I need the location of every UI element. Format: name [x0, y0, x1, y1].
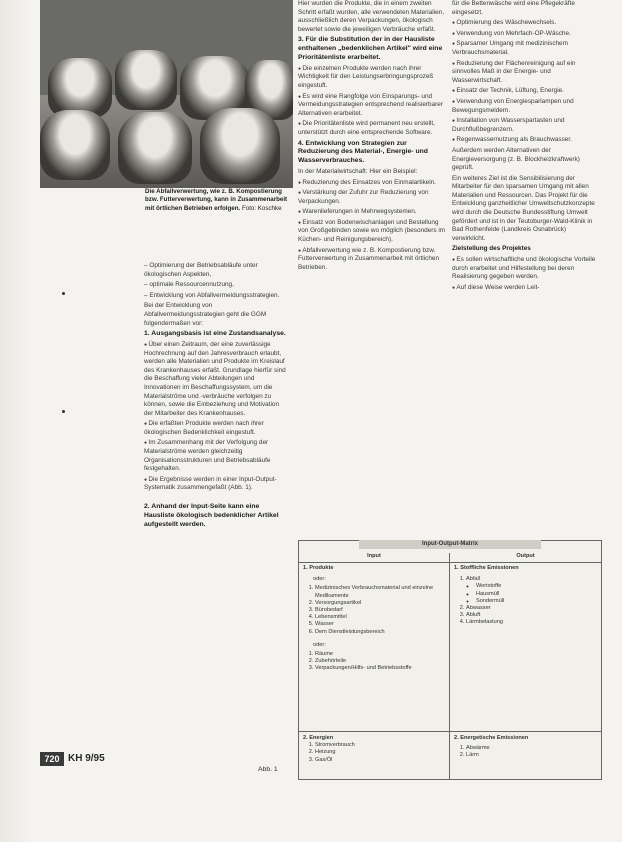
bullet: ● Einsatz der Technik, Lüftung, Energie.	[452, 87, 600, 96]
list-item: 1. Stromverbrauch	[315, 742, 445, 749]
jar	[200, 108, 280, 184]
list-item: 2. Lärm	[466, 752, 597, 759]
list-item-label: Abfall	[466, 576, 480, 583]
input-header: Input	[299, 553, 449, 563]
output-cell-1	[454, 565, 597, 627]
column-1	[144, 262, 290, 531]
binding-edge	[0, 0, 30, 842]
dash-item: – optimale Ressourcennutzung,	[144, 281, 290, 290]
paragraph: Bei der Entwicklung von Abfallvermeidungsstrategien geht die GGM folgendermaßen vor:	[144, 302, 267, 327]
cell-heading: 2. Energien	[303, 735, 334, 741]
list-item: 6. Dem Dienstleistungsbereich	[315, 629, 445, 636]
list-item: 3. Bürobedarf	[315, 607, 445, 614]
list-item: 3. Gas/Öl	[315, 757, 445, 764]
paragraph: Hier wurden die Produkte, die in einem zweiten Schritt erfaßt wurden, alle verwendeten Materialien, ausschließlich deren Verpackungen, ökologisch bewertet sowie die jeweiligen Verbräuche erfaßt.	[298, 0, 444, 33]
list-item: 5. Wasser	[315, 621, 445, 628]
list-item: 3. Abluft	[466, 612, 597, 619]
bullet: ● Die erfaßten Produkte werden nach ihrer ökologischen Bedenklichkeit eingestuft.	[144, 420, 290, 437]
jar	[48, 58, 112, 118]
paragraph: Ein weiteres Ziel ist die Sensibilisierung der Mitarbeiter für den sparsamen Umgang mit allen Materialien und Ressourcen. Das Projekt für die Entwicklung ganzheitlicher Umweltschutzkonzepte wird durch die Deutsche Bundesstiftung Umwelt gefördert und ist in der Teutoburger-Wald-Klinik in Bad Rothenfelde (Landkreis Osnabrück) verwirklicht.	[452, 174, 595, 242]
bullet: ● Auf diese Weise werden Leit-	[452, 284, 600, 293]
list-item: 2. Versorgungsartikel	[315, 600, 445, 607]
section-heading: Zielstellung des Projektes	[452, 245, 531, 253]
column-divider	[449, 553, 450, 779]
paragraph: In der Materialwirtschaft: Hier ein Beispiel:	[298, 167, 418, 175]
list-item: ◦ Hausmüll	[476, 591, 597, 598]
list-item: ◦ Sondermüll	[476, 598, 597, 605]
bullet: ● Es sollen wirtschaftliche und ökologische Vorteile durch erarbeitet und Hilfestellung bei deren Realisierung gegeben werden.	[452, 256, 600, 282]
caption-credit: Foto: Koschke	[241, 204, 282, 212]
bullet: ● Einsatz von Bodenwischanlagen und Bestellung von Großgebinden sowie wo möglich (besonders im Küchen- und Reinigungsbereich).	[298, 219, 446, 245]
bullet: ● Optimierung des Wäschewechsels.	[452, 19, 600, 28]
paragraph: für die Bettenwäsche wird eine Pflegekräfte eingesetzt.	[452, 0, 575, 16]
table-title: Input-Output-Matrix	[359, 540, 541, 549]
list-item: 1. Medizinisches Verbrauchsmaterial und einzelne Medikamente	[315, 585, 445, 599]
photo-caption	[145, 188, 295, 213]
list-item: 2. Abwasser	[466, 605, 597, 612]
input-cell-1	[303, 565, 445, 673]
column-3	[452, 0, 600, 294]
output-list	[454, 576, 597, 626]
list-item: ◦ Wertstoffe	[476, 583, 597, 590]
bullet: ● Reduzierung des Einsatzes von Einmalartikeln.	[298, 179, 446, 188]
binding-hole	[62, 410, 65, 413]
bullet: ● Installation von Wasserspartasten und Durchflußbegrenzern.	[452, 117, 600, 134]
output-cell-2	[454, 735, 597, 760]
dash-item: – Entwicklung von Abfallvermeidungsstrategien.	[144, 292, 290, 301]
bullet: ● Verwendung von Mehrfach-OP-Wäsche.	[452, 30, 600, 39]
input-output-table	[298, 540, 602, 780]
bullet: ● Regenwassernutzung als Brauchwasser.	[452, 136, 600, 145]
section-heading: 3. Für die Substitution der in der Hausliste enthaltenen „bedenklichen Artikel" wird eine Prioritätenliste erarbeitet.	[298, 36, 443, 61]
output-list	[454, 745, 597, 759]
bullet: ● Es wird eine Rangfolge von Einsparungs- und Vermeidungsstrategien entsprechend realisierbarer Alternativen erarbeitet.	[298, 93, 446, 119]
bullet: ● Abfallverwertung wie z. B. Kompostierung bzw. Futterverwertung in Zusammenarbeit mit örtlichen Betrieben.	[298, 247, 446, 273]
cell-subheading: oder:	[313, 641, 326, 648]
input-list	[303, 651, 445, 673]
input-cell-2	[303, 735, 445, 764]
cell-heading: 1. Stoffliche Emissionen	[454, 565, 519, 571]
column-2	[298, 0, 446, 274]
paragraph: Außerdem werden Alternativen der Energieversorgung (z. B. Blockheizkraftwerk) geprüft.	[452, 146, 580, 172]
bullet: ● Sparsamer Umgang mit medizinischem Verbrauchsmaterial.	[452, 40, 600, 57]
bullet: ● Reduzierung der Flächenreinigung auf ein sinnvolles Maß in der Energie- und Wasserwirtschaft.	[452, 60, 600, 86]
figure-label: Abb. 1	[258, 766, 278, 773]
cell-heading: 2. Energetische Emissionen	[454, 735, 529, 741]
section-heading: 2. Anhand der Input-Seite kann eine Hausliste ökologisch bedenklicher Artikel aufgestellt werden.	[144, 503, 279, 528]
magazine-issue: KH 9/95	[68, 753, 105, 764]
list-item: 2. Heizung	[315, 749, 445, 756]
bullet: ● Die Prioritätenliste wird permanent neu erstellt, unterstützt durch eine entsprechende Software.	[298, 120, 446, 137]
output-header: Output	[450, 553, 601, 563]
list-item: 1. Abwärme	[466, 745, 597, 752]
cell-heading: 1. Produkte	[303, 565, 334, 571]
bullet: ● Im Zusammenhang mit der Verfolgung der Materialströme werden gleichzeitig Organisationsstrukturen und Betriebsabläufe festgehalten.	[144, 439, 290, 473]
section-heading: 4. Entwicklung von Strategien zur Reduzierung des Material-, Energie- und Wasserverbrauches.	[298, 139, 428, 165]
list-item: 3. Verpackungen/Hilfs- und Betriebsstoffe	[315, 665, 445, 672]
output-sublist	[466, 583, 597, 605]
bullet: ● Warenlieferungen in Mehrwegsystemen.	[298, 208, 446, 217]
bullet: ● Verwendung von Energiesparlampen und Bewegungsmeldern.	[452, 98, 600, 115]
jar	[40, 110, 110, 180]
row-divider	[299, 731, 601, 732]
list-item: 4. Lärmbelastung	[466, 619, 597, 626]
input-list	[303, 742, 445, 764]
binding-hole	[62, 292, 65, 295]
dash-item: – Optimierung der Betriebsabläufe unter ökologischen Aspekten,	[144, 262, 290, 279]
jar	[118, 112, 192, 184]
input-list	[303, 585, 445, 635]
bullet: ● Die Ergebnisse werden in einer Input-Output-Systematik zusammengefaßt (Abb. 1).	[144, 476, 290, 493]
jar	[115, 50, 177, 110]
cell-subheading: oder:	[313, 576, 326, 583]
bullet: ● Über einen Zeitraum, der eine zuverlässige Hochrechnung auf den Jahresverbrauch erlaubt, werden alle Materialien und Produkte im Kreislauf des Krankenhauses erfaßt. Grundlage hierfür sind die Beschaffung vieler Abteilungen und Innovationen im Beschaffungssystem, um die Materialströme und -verbräuche verfolgen zu können, sowie die Einbeziehung und Motivation der Mitarbeiter des Krankenhauses.	[144, 341, 290, 418]
bullet: ● Verstärkung der Zufuhr zur Reduzierung von Verpackungen.	[298, 189, 446, 206]
bullet: ● Die einzelnen Produkte werden nach ihrer Wichtigkeit für den Leistungserbringungsprozeß eingestuft.	[298, 65, 446, 91]
list-item: 4. Lebensmittel	[315, 614, 445, 621]
list-item	[466, 576, 597, 605]
caption-text: Die Abfallverwertung, wie z. B. Kompostierung bzw. Futterverwertung, kann in Zusammenarbeit mit örtlichen Betrieben erfolgen.	[145, 188, 288, 212]
section-heading: 1. Ausgangsbasis ist eine Zustandsanalyse.	[144, 330, 286, 338]
page-number: 720	[40, 752, 64, 766]
list-item: 2. Zubehörteile	[315, 658, 445, 665]
photo-compost-jars	[40, 0, 293, 188]
list-item: 1. Räume	[315, 651, 445, 658]
